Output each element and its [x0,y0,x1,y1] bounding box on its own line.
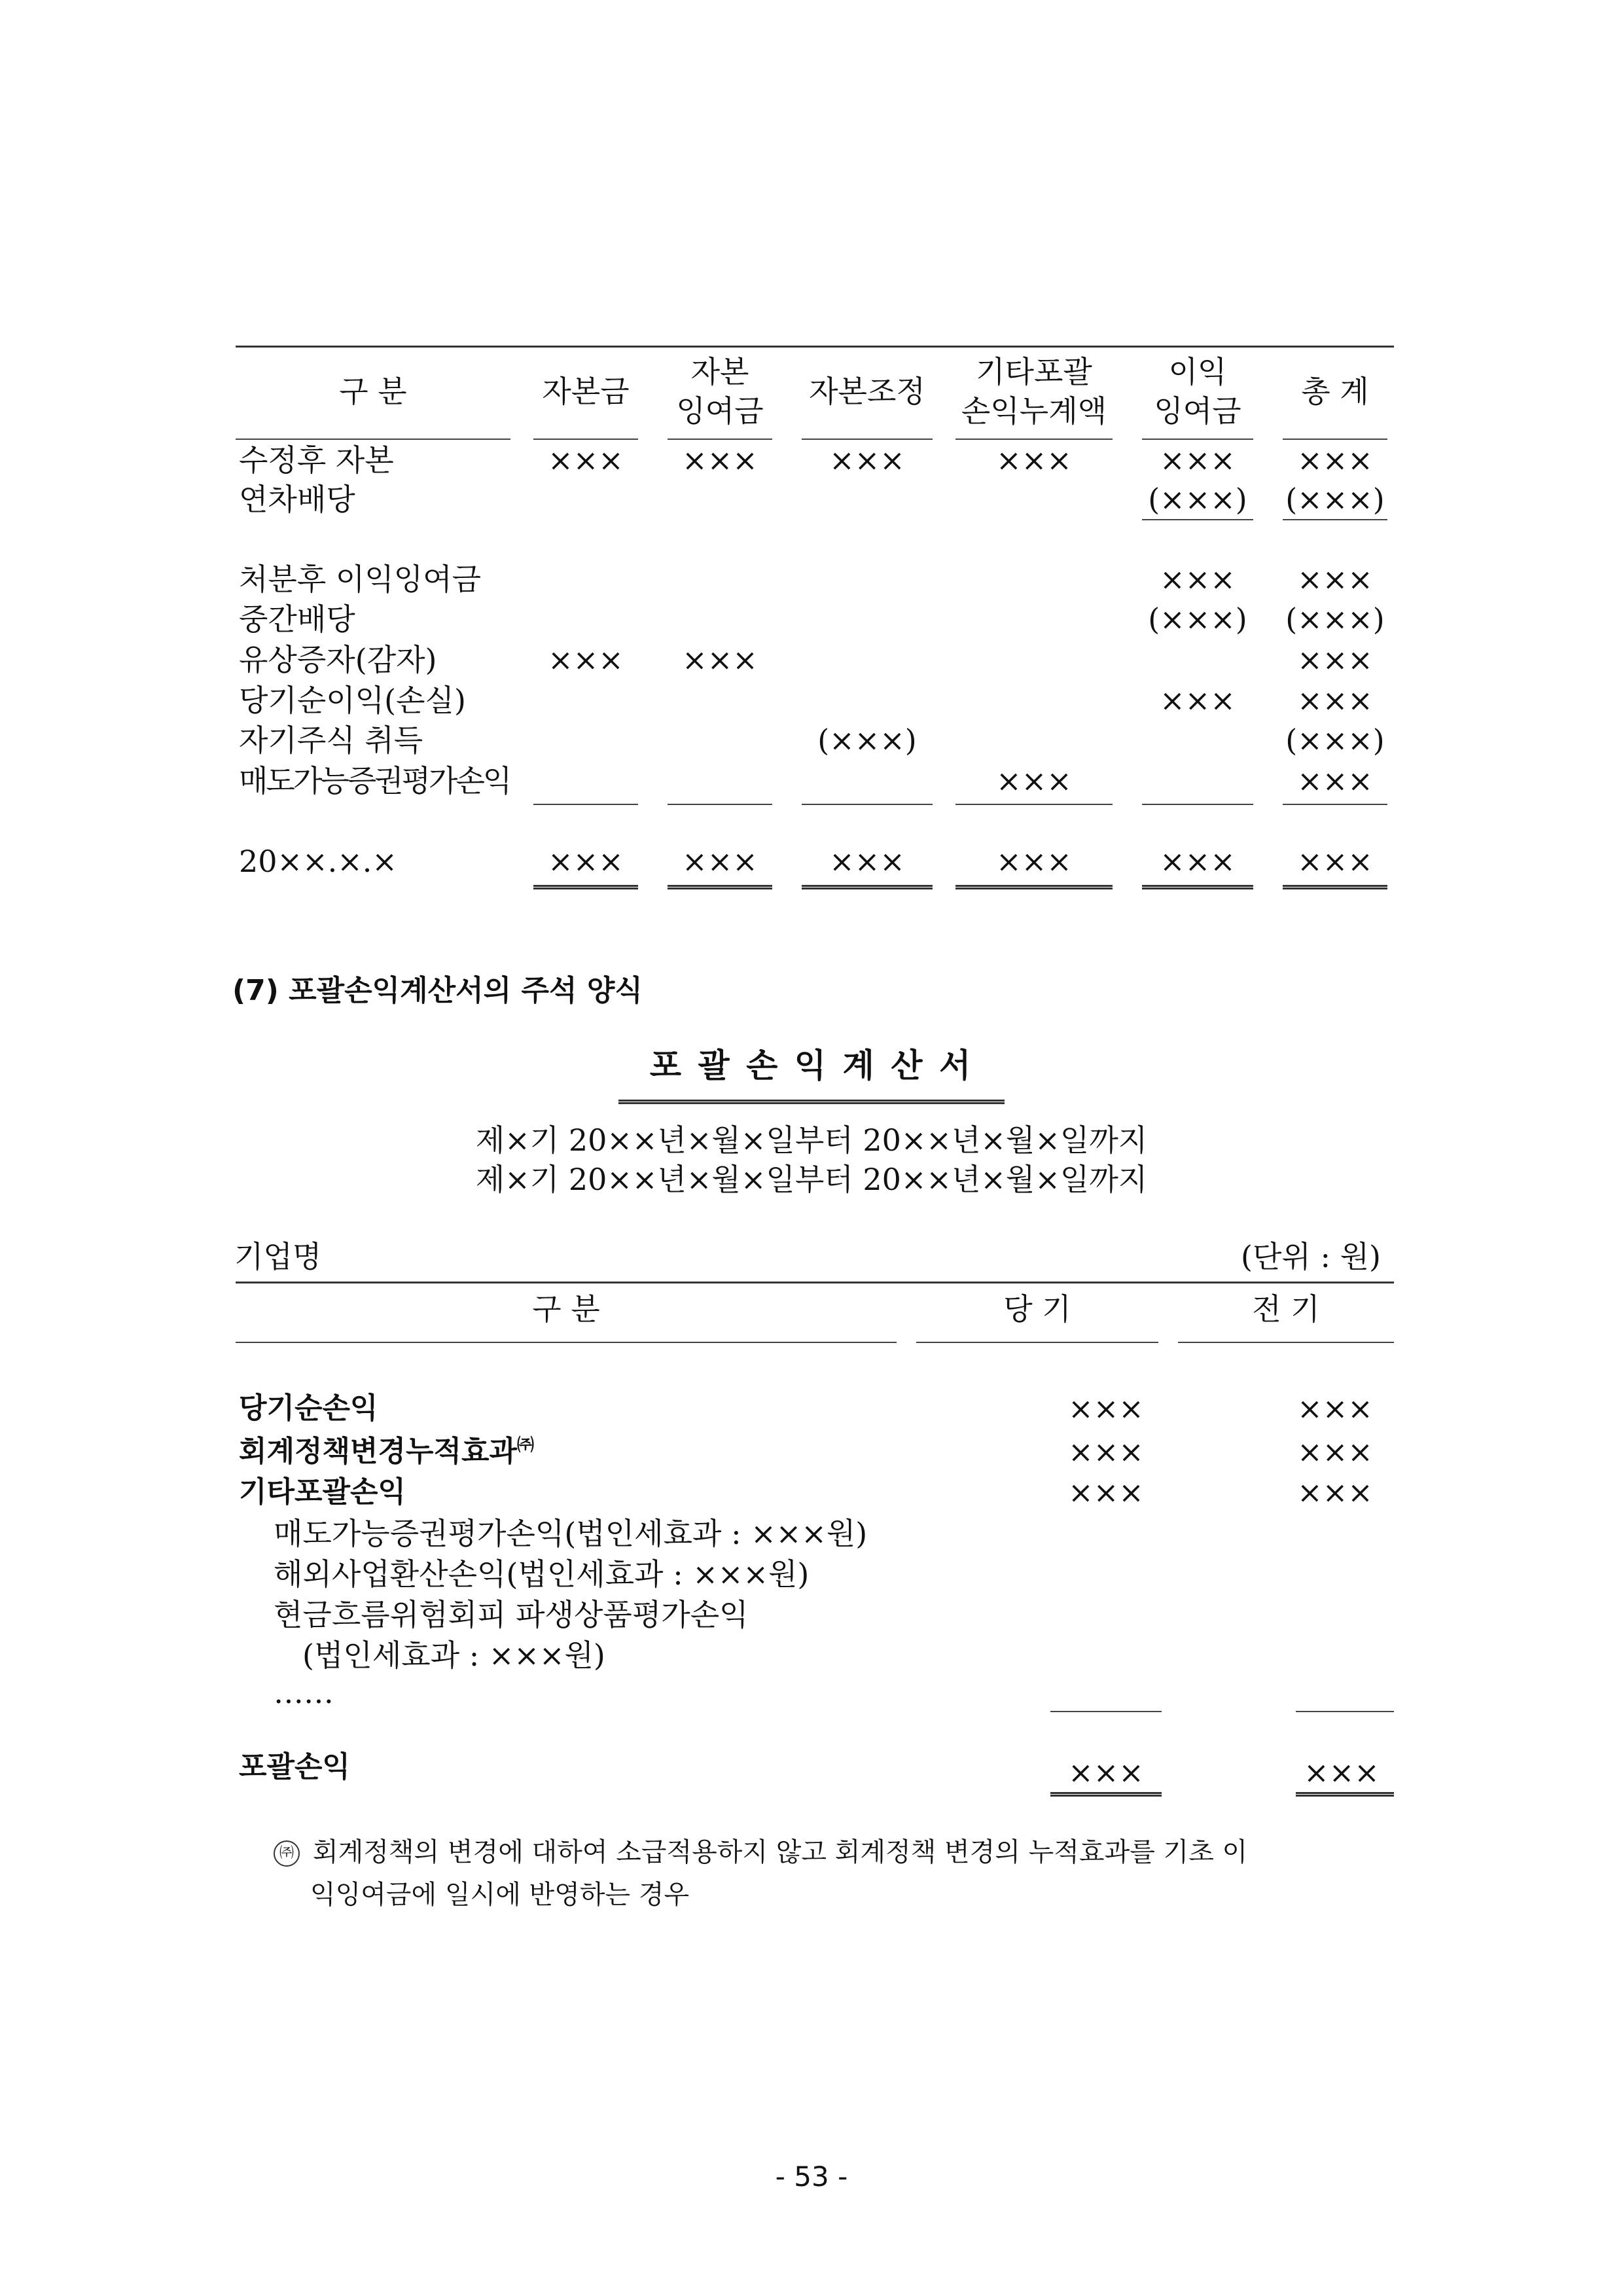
row-label: 유상증자(감자) [239,642,437,677]
note-marker: ㈜ [517,1435,535,1456]
header-aoci-2: 손익누계액 [961,393,1107,429]
rule [1142,804,1253,805]
footnote-mark: ㈜ [274,1840,300,1867]
rule [1142,439,1253,440]
header-capital-surplus-2: 잉여금 [676,393,764,429]
period-line-2: 제×기 20××년×월×일부터 20××년×월×일까지 [475,1162,1148,1197]
income-sub-item: …… [274,1675,334,1710]
cell: ××× [682,642,758,677]
cell: ××× [1297,642,1373,677]
rule [1178,1342,1394,1343]
rule [533,439,638,440]
rule [1283,804,1387,805]
income-sub-item: 매도가능증권평가손익(법인세효과 : ×××원) [274,1516,868,1551]
income-row-label [239,1432,534,1471]
rule [1296,1711,1394,1712]
rule [236,1342,897,1343]
row-label: 중간배당 [239,601,355,637]
rule [916,1342,1158,1343]
cell: ××× [996,763,1072,798]
income-total-cell: ××× [1304,1755,1380,1790]
header-retained-1: 이익 [1168,354,1227,389]
income-cell: ××× [1068,1434,1144,1469]
double-rule [1283,885,1387,889]
cell: (×××) [1148,601,1247,637]
double-rule [802,885,933,889]
table-top-rule [236,346,1394,348]
cell: (×××) [1285,482,1385,517]
cell: (×××) [1285,723,1385,758]
income-top-rule [236,1282,1394,1283]
double-rule [533,885,638,889]
row-label: 매도가능증권평가손익 [239,763,510,798]
header-category: 구 분 [339,374,407,409]
period-line-1: 제×기 20××년×월×일부터 20××년×월×일까지 [475,1122,1148,1158]
header-aoci-1: 기타포괄 [976,354,1092,389]
cell: ××× [1160,442,1236,478]
row-label: 연차배당 [239,482,355,517]
cell: ××× [548,442,624,478]
income-cell: ××× [1068,1391,1144,1426]
cell: ××× [1297,442,1373,478]
rule [955,439,1113,440]
income-sub-item: 현금흐름위험회피 파생상품평가손익 [274,1597,749,1632]
cell: ××× [829,442,905,478]
cell: ××× [682,442,758,478]
cell: ××× [1297,683,1373,718]
statement-title: 포 괄 손 익 계 산 서 [649,1046,974,1085]
rule [1142,519,1253,520]
cell: ××× [1297,562,1373,597]
section-heading: (7) 포괄손익계산서의 주석 양식 [232,974,643,1007]
row-label: 당기순이익(손실) [239,683,466,718]
income-row-label: 기타포괄손익 [239,1475,406,1509]
rule [955,804,1113,805]
row-label: 처분후 이익잉여금 [239,562,482,597]
income-header-category: 구 분 [532,1291,600,1327]
cell: ××× [829,844,905,879]
income-total-cell: ××× [1068,1755,1144,1790]
income-sub-item: 해외사업환산손익(법인세효과 : ×××원) [274,1556,810,1592]
cell: (×××) [1148,482,1247,517]
rule [1283,519,1387,520]
cell: (×××) [817,723,917,758]
rule [236,439,510,440]
double-rule [955,885,1113,889]
income-total-label: 포괄손익 [239,1750,351,1784]
cell: ××× [1160,562,1236,597]
cell: ××× [682,844,758,879]
header-total: 총 계 [1301,374,1369,409]
cell: ××× [548,642,624,677]
double-rule [1142,885,1253,889]
header-capital-surplus-1: 자본 [690,354,749,389]
footnote-line-1: 회계정책의 변경에 대하여 소급적용하지 않고 회계정책 변경의 누적효과를 기초 이 [313,1837,1248,1867]
income-row-label-text: 회계정책변경누적효과 [239,1435,518,1468]
closing-label: 20××.×.× [239,844,397,879]
double-rule [1050,1792,1162,1797]
title-double-rule [618,1100,1005,1104]
row-label: 수정후 자본 [239,442,394,478]
unit-label: (단위 : 원) [1241,1239,1381,1274]
rule [1050,1711,1162,1712]
cell: ××× [996,844,1072,879]
footnote-line-2: 익잉여금에 일시에 반영하는 경우 [310,1880,690,1910]
double-rule [1296,1792,1394,1797]
income-header-prior: 전 기 [1252,1291,1320,1327]
header-capital-stock: 자본금 [542,374,630,409]
cell: ××× [1160,683,1236,718]
row-label: 자기주식 취득 [239,723,423,758]
page-number: - 53 - [775,2161,848,2193]
cell: ××× [996,442,1072,478]
cell: ××× [1160,844,1236,879]
footnote [274,1833,1247,1872]
double-rule [668,885,772,889]
cell: (×××) [1285,601,1385,637]
rule [802,439,933,440]
rule [668,804,772,805]
cell: ××× [1297,844,1373,879]
cell: ××× [548,844,624,879]
header-retained-2: 잉여금 [1154,393,1241,429]
rule [533,804,638,805]
income-row-label: 당기순손익 [239,1391,378,1425]
income-cell: ××× [1297,1391,1373,1426]
income-header-current: 당 기 [1003,1291,1071,1327]
income-cell: ××× [1297,1475,1373,1510]
rule [802,804,933,805]
rule [668,439,772,440]
company-label: 기업명 [234,1239,322,1274]
rule [1283,439,1387,440]
cell: ××× [1297,763,1373,798]
income-cell: ××× [1297,1434,1373,1469]
income-cell: ××× [1068,1475,1144,1510]
header-capital-adjustment: 자본조정 [809,374,925,409]
income-sub-item: (법인세효과 : ×××원) [302,1638,605,1673]
